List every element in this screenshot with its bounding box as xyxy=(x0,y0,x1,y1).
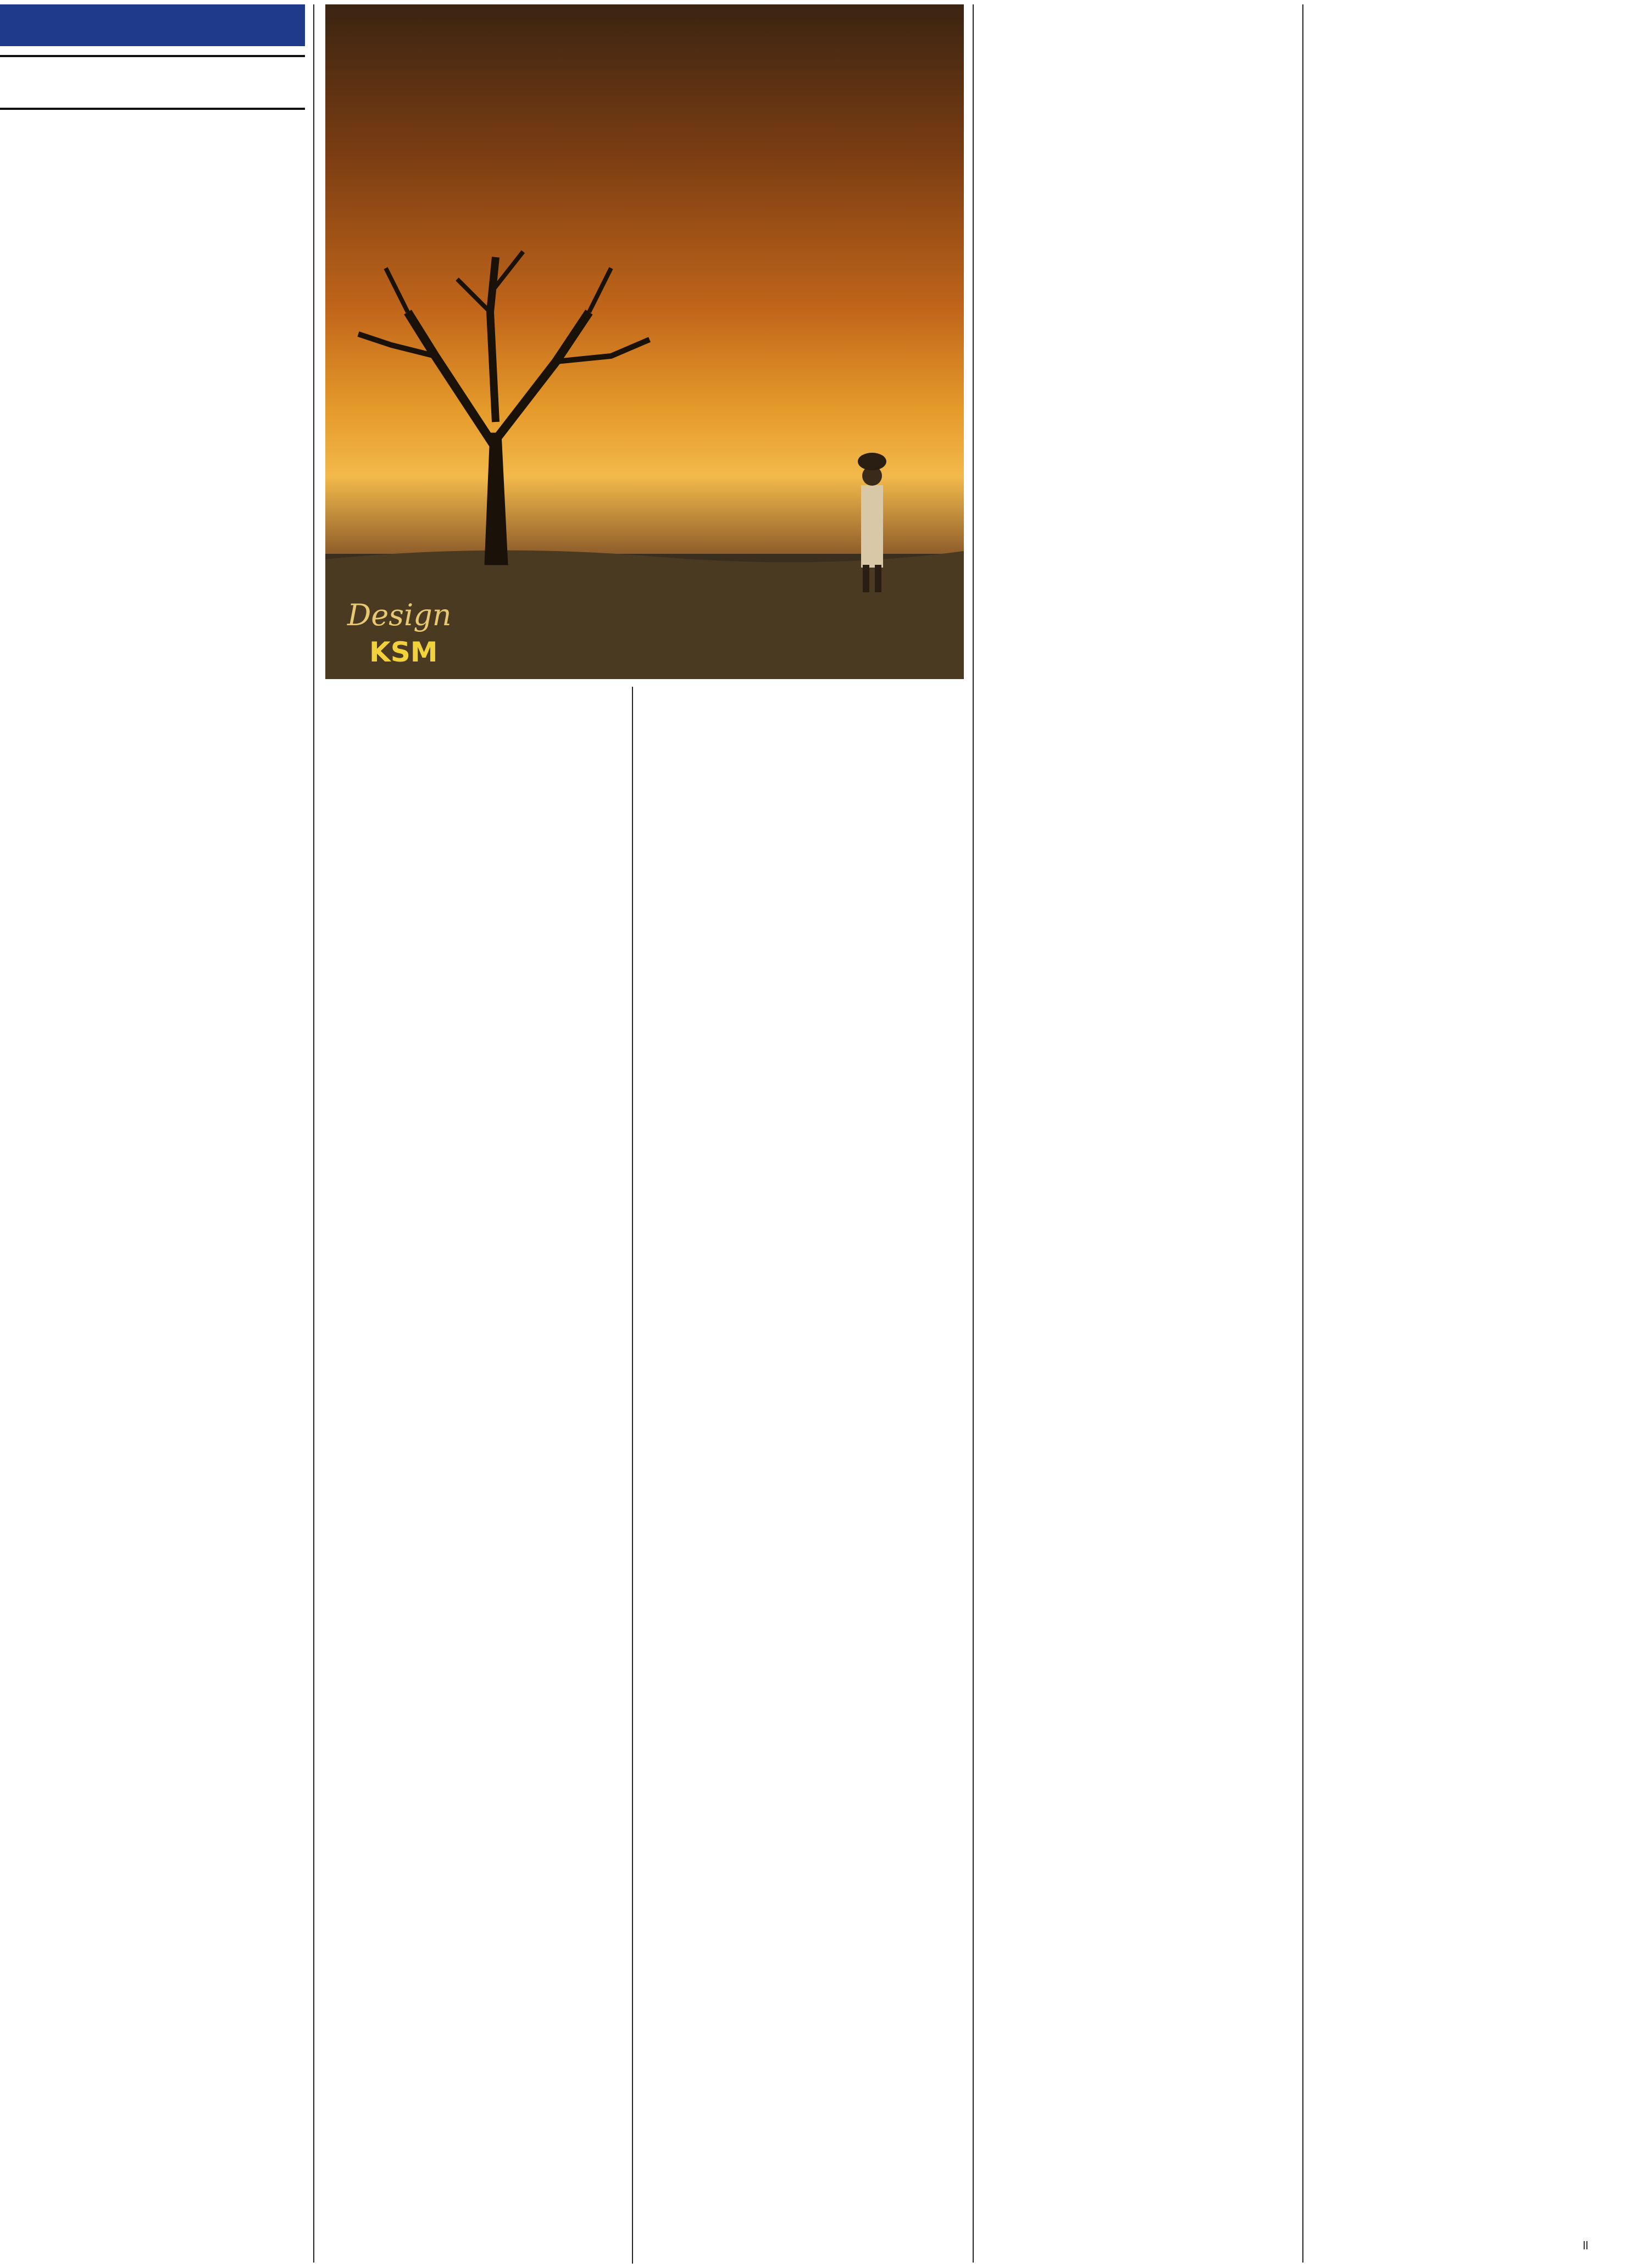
column-divider xyxy=(1302,4,1303,2263)
article-column-4 xyxy=(989,4,1289,2263)
article-column-3 xyxy=(642,687,941,2264)
column-divider xyxy=(632,687,633,2264)
cover-illustration xyxy=(325,4,964,679)
design-watermark: Design xyxy=(347,598,452,632)
article-column-5 xyxy=(1313,4,1621,2263)
column-divider xyxy=(973,4,974,2263)
sunset-tree-scene xyxy=(325,4,964,679)
byline xyxy=(0,55,305,110)
section-label xyxy=(0,4,305,46)
article-column-1 xyxy=(4,126,304,2264)
ksm-watermark: KSM xyxy=(369,636,438,668)
end-mark: ။ xyxy=(1583,2232,1589,2254)
column-divider xyxy=(313,4,314,2263)
tree-silhouette xyxy=(358,252,650,565)
article-column-2 xyxy=(325,687,625,2264)
